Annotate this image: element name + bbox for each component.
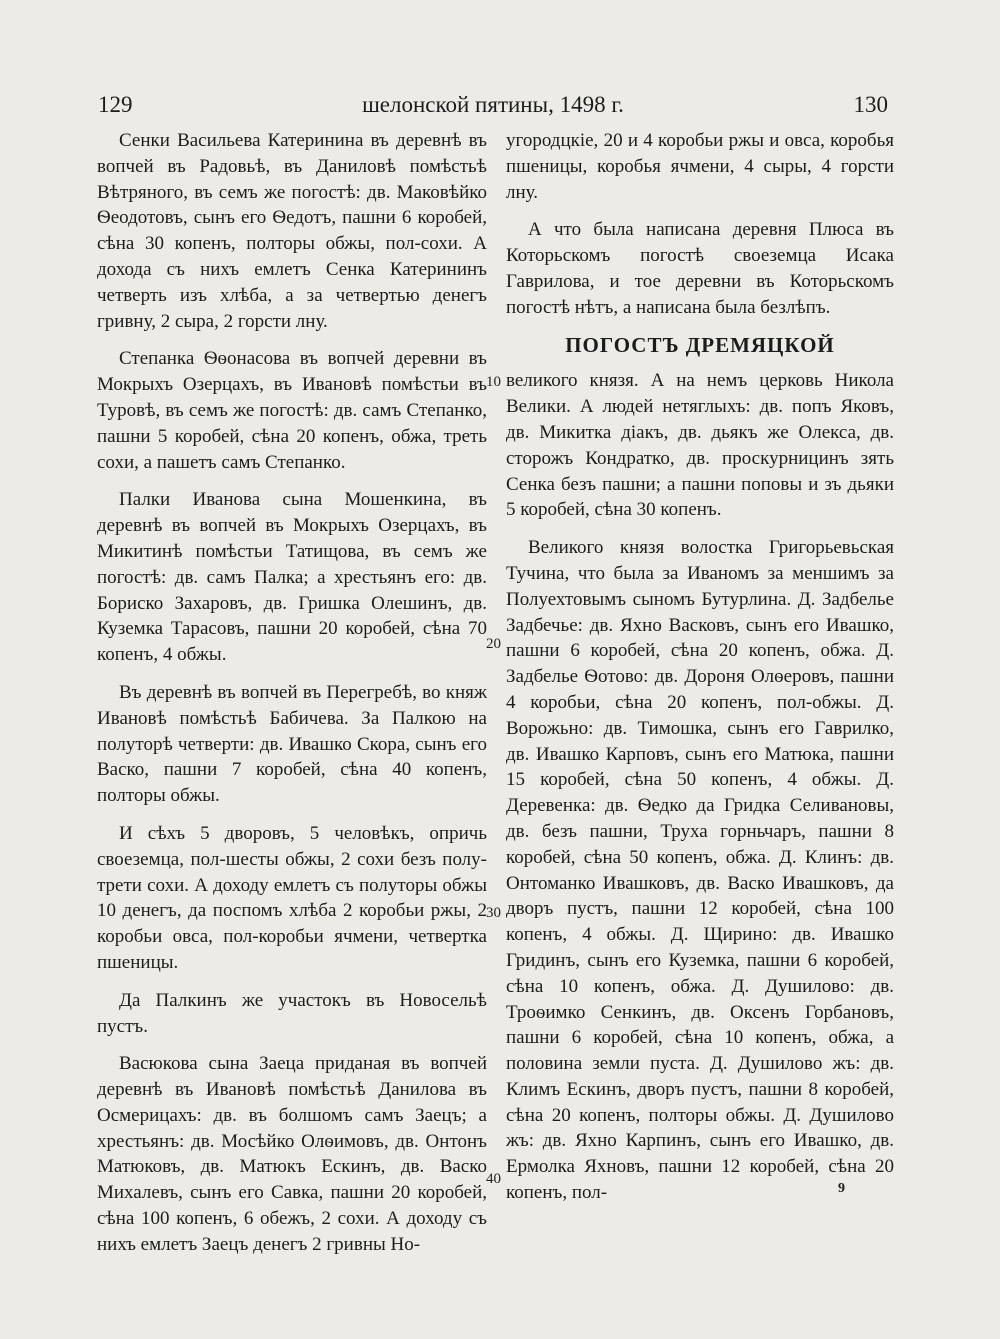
paragraph: А что была написана деревня Плюса въ Которьскомъ погостѣ своеземца Исака Гаврилова, и тое деревни въ Которьскомъ погостѣ нѣтъ, а написана была безлѣпъ. (506, 219, 894, 318)
left-column (97, 128, 487, 1270)
line-number: 10 (486, 374, 501, 390)
paragraph: великого князя. А на немъ церковь Никола Велики. А людей нетяглыхъ: дв. попъ Яковъ, дв. Микитка діакъ, дв. дьякъ же Олекса, дв. сторожъ Кондратко, дв. проскурницинъ зять Сенка безъ пашни; а пашни поповы и зъ дьяки 5 коробей, сѣна 30 копенъ. (506, 370, 894, 521)
paragraph: Палки Иванова сына Мошенкина, въ деревнѣ въ вопчей въ Мокрыхъ Озерцахъ, въ Микитинѣ помѣстьи Татищова, въ семъ же погостѣ: дв. самъ Палка; а хрестьянъ его: дв. Бориско Захаровъ, дв. Гришка Олешинъ, дв. Куземка Тарасовъ, пашни 20 коробей, сѣна 70 копенъ, 4 обжы. (97, 489, 487, 666)
line-number: 40 (486, 1171, 501, 1187)
paragraph: Сенки Васильева Катеринина въ деревнѣ въ вопчей въ Радовьѣ, въ Даниловѣ помѣстьѣ Вѣтряного, въ семъ же погостѣ: дв. Маковѣйко Ѳеодотовъ, сынъ его Ѳедотъ, пашни 6 коробей, сѣна 30 копенъ, полторы обжы, пол-сохи. А дохода съ нихъ емлетъ Сенка Катерининъ четверть изъ хлѣба, а за четвертью денегъ гривну, 2 сыра, 2 горсти лну. (97, 130, 487, 332)
line-number: 30 (486, 905, 501, 921)
line-number: 20 (486, 636, 501, 652)
page-number-left: 129 (98, 92, 133, 117)
right-column (506, 128, 894, 1218)
paragraph: Въ деревнѣ въ вопчей въ Перегребѣ, во княж Ивановѣ помѣстьѣ Бабичева. За Палкою на полуторѣ четверти: дв. Ивашко Скора, сынъ его Васко, пашни 7 коробей, сѣна 40 копенъ, полторы обжы. (97, 681, 487, 807)
paragraph: Васюкова сына Заеца приданая въ вопчей деревнѣ въ Ивановѣ помѣстьѣ Данилова въ Осмерицахъ: дв. въ болшомъ самъ Заецъ; а хрестьянъ: дв. Мосѣйко Олѳимовъ, дв. Онтонъ Матюковъ, дв. Матюкъ Ескинъ, дв. Васко Михалевъ, сынъ его Савка, пашни 20 коробей, сѣна 100 копенъ, 6 обежъ, 2 сохи. А доходу съ нихъ емлетъ Заецъ денегъ 2 гривны Но- (97, 1053, 487, 1255)
paragraph: И сѣхъ 5 дворовъ, 5 человѣкъ, опричь своеземца, пол-шесты обжы, 2 сохи безъ полу-трети сохи. А доходу емлетъ съ полуторы обжы 10 денегъ, да поспомъ хлѣба 2 коробьи ржы, 2 коробьи овса, пол-коробьи ячмени, четвертка пшеницы. (97, 822, 487, 973)
printer-signature: 9 (838, 1181, 845, 1196)
paragraph: Степанка Ѳѳонасова въ вопчей деревни въ Мокрыхъ Озерцахъ, въ Ивановѣ помѣстьи въ Туровѣ, въ семъ же погостѣ: дв. самъ Степанко, пашни 5 коробей, сѣна 20 копенъ, обжа, треть сохи, а пашетъ самъ Степанко. (97, 348, 487, 473)
paragraph: Великого князя волостка Григорьевьская Тучина, что была за Иваномъ за меншимъ за Полуехтовымъ сыномъ Бутурлина. Д. Задбелье Задбечье: дв. Яхно Васковъ, сынъ его Ивашко, пашни 6 коробей, сѣна 20 копенъ, обжа. Д. Задбелье Ѳотово: дв. Дороня Олѳеровъ, пашни 4 коробьи, сѣна 20 копенъ, пол-обжы. Д. Ворожьно: дв. Тимошка, сынъ его Гаврилко, дв. Ивашко Карповъ, сынъ его Матюка, пашни 15 коробей, сѣна 50 копенъ, 4 обжы. Д. Деревенка: дв. Ѳедко да Гридка Селивановы, дв. безъ пашни, Труха горньчаръ, пашни 8 коробей, сѣна 50 копенъ, обжа. Д. Клинъ: дв. Онтоманко Ивашковъ, дв. Васко Ивашковъ, да дворъ пустъ, пашни 12 коробей, сѣна 100 копенъ, 4 обжы. Д. Щирино: дв. Ивашко Гридинъ, сынъ его Куземка, пашни 6 коробей, сѣна 10 копенъ, обжа. Д. Душилово: дв. Троѳимко Сенкинъ, дв. Оксенъ Горбановъ, пашни 6 коробей, сѣна 10 копенъ, обжа, а половина земли пуста. Д. Душилово жъ: дв. Климъ Ескинъ, дворъ пустъ, пашни 8 коробей, сѣна 20 копенъ, полторы обжы. Д. Душилово жъ: дв. Яхно Карпинъ, сынъ его Ивашко, дв. Ермолка Яхновъ, пашни 12 коробей, сѣна 20 копенъ, пол- (506, 537, 894, 1204)
paragraph: угородцкіе, 20 и 4 коробьи ржы и овса, коробья пшеницы, коробья ячмени, 4 сыры, 4 горсти лну. (506, 130, 894, 203)
paragraph: Да Палкинъ же участокъ въ Новосельѣ пустъ. (97, 989, 487, 1037)
page-number-right: 130 (853, 92, 888, 117)
running-title: шелонской пятины, 1498 г. (362, 92, 624, 117)
section-title: ПОГОСТЪ ДРЕМЯЦКОЙ (565, 332, 835, 357)
page-header (98, 88, 888, 122)
